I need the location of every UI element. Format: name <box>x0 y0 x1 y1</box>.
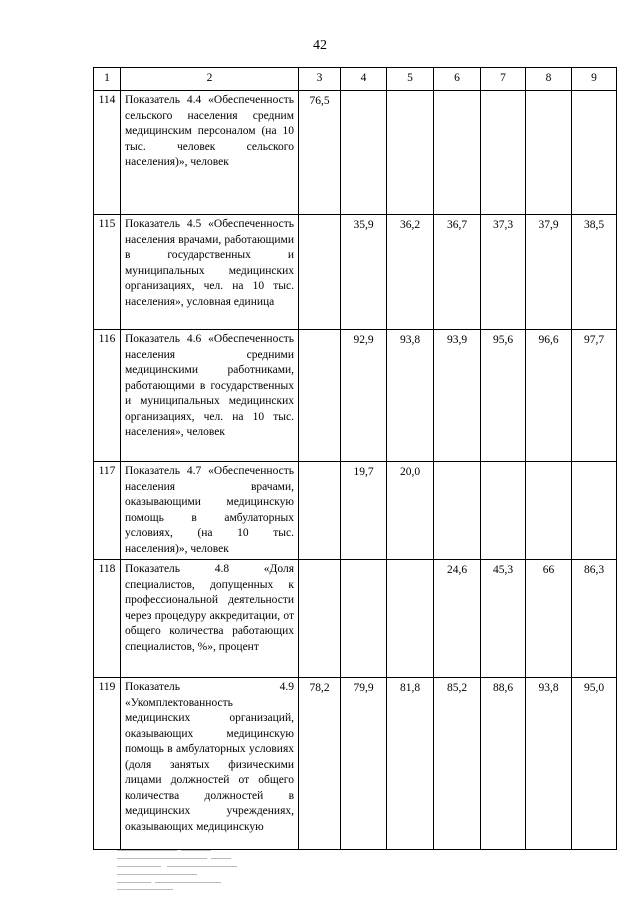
value-cell: 45,3 <box>481 560 526 678</box>
value-cell <box>434 462 481 560</box>
scan-artifact <box>115 848 245 892</box>
row-number: 117 <box>94 462 121 560</box>
value-cell <box>299 215 341 330</box>
indicator-table <box>93 67 617 850</box>
value-cell <box>481 462 526 560</box>
value-cell: 78,2 <box>299 678 341 850</box>
header-cell: 8 <box>526 68 572 91</box>
value-cell <box>572 462 617 560</box>
value-cell: 38,5 <box>572 215 617 330</box>
indicator-description: Показатель 4.7 «Обеспеченность населения врачами, оказывающими медицинскую помощь в амбулаторных условиях, (на 10 тыс. населения)», человек <box>121 462 299 560</box>
indicator-description: Показатель 4.5 «Обеспеченность населения врачами, работающими в государственных и муниципальных медицинских организациях, чел. на 10 тыс. населения», условная единица <box>121 215 299 330</box>
table-row <box>94 560 617 678</box>
value-cell <box>387 560 434 678</box>
table-header-row <box>94 68 617 91</box>
row-number: 119 <box>94 678 121 850</box>
value-cell <box>526 462 572 560</box>
value-cell: 92,9 <box>341 330 387 462</box>
table-row <box>94 330 617 462</box>
indicator-description: Показатель 4.6 «Обеспеченность населения средними медицинскими работниками, работающими в государственных и муниципальных медицинских организациях, чел. на 10 тыс. населения», человек <box>121 330 299 462</box>
value-cell <box>572 91 617 215</box>
value-cell <box>481 91 526 215</box>
value-cell <box>299 560 341 678</box>
table-row <box>94 462 617 560</box>
value-cell: 20,0 <box>387 462 434 560</box>
header-cell: 6 <box>434 68 481 91</box>
value-cell: 36,2 <box>387 215 434 330</box>
value-cell: 81,8 <box>387 678 434 850</box>
value-cell: 76,5 <box>299 91 341 215</box>
table-row <box>94 215 617 330</box>
value-cell: 86,3 <box>572 560 617 678</box>
value-cell <box>341 560 387 678</box>
indicator-description: Показатель 4.8 «Доля специалистов, допущенных к профессиональной деятельности через процедуру аккредитации, от общего количества работающих специалистов, %», процент <box>121 560 299 678</box>
header-cell: 2 <box>121 68 299 91</box>
table-row <box>94 678 617 850</box>
value-cell: 93,8 <box>387 330 434 462</box>
value-cell <box>387 91 434 215</box>
value-cell: 97,7 <box>572 330 617 462</box>
row-number: 116 <box>94 330 121 462</box>
value-cell: 37,3 <box>481 215 526 330</box>
value-cell: 37,9 <box>526 215 572 330</box>
value-cell: 36,7 <box>434 215 481 330</box>
value-cell <box>299 462 341 560</box>
header-cell: 5 <box>387 68 434 91</box>
value-cell: 79,9 <box>341 678 387 850</box>
value-cell: 96,6 <box>526 330 572 462</box>
value-cell: 95,0 <box>572 678 617 850</box>
page-number: 42 <box>313 38 327 53</box>
value-cell: 95,6 <box>481 330 526 462</box>
header-cell: 4 <box>341 68 387 91</box>
value-cell <box>341 91 387 215</box>
header-cell: 3 <box>299 68 341 91</box>
header-cell: 9 <box>572 68 617 91</box>
value-cell <box>299 330 341 462</box>
indicator-description: Показатель 4.4 «Обеспеченность сельского населения средним медицинским персоналом (на 10 тыс. человек сельского населения)», человек <box>121 91 299 215</box>
value-cell: 35,9 <box>341 215 387 330</box>
indicator-description: Показатель 4.9 «Укомплектованность медицинских организаций, оказывающих медицинскую помощь в амбулаторных условиях (доля занятых физическими лицами должностей от общего количества должностей в медицинских учреждениях, оказывающих медицинскую <box>121 678 299 850</box>
value-cell: 19,7 <box>341 462 387 560</box>
header-cell: 7 <box>481 68 526 91</box>
row-number: 114 <box>94 91 121 215</box>
header-cell: 1 <box>94 68 121 91</box>
value-cell: 24,6 <box>434 560 481 678</box>
value-cell <box>434 91 481 215</box>
row-number: 115 <box>94 215 121 330</box>
value-cell: 93,8 <box>526 678 572 850</box>
value-cell: 66 <box>526 560 572 678</box>
value-cell: 85,2 <box>434 678 481 850</box>
value-cell: 88,6 <box>481 678 526 850</box>
table-row <box>94 91 617 215</box>
value-cell: 93,9 <box>434 330 481 462</box>
row-number: 118 <box>94 560 121 678</box>
value-cell <box>526 91 572 215</box>
